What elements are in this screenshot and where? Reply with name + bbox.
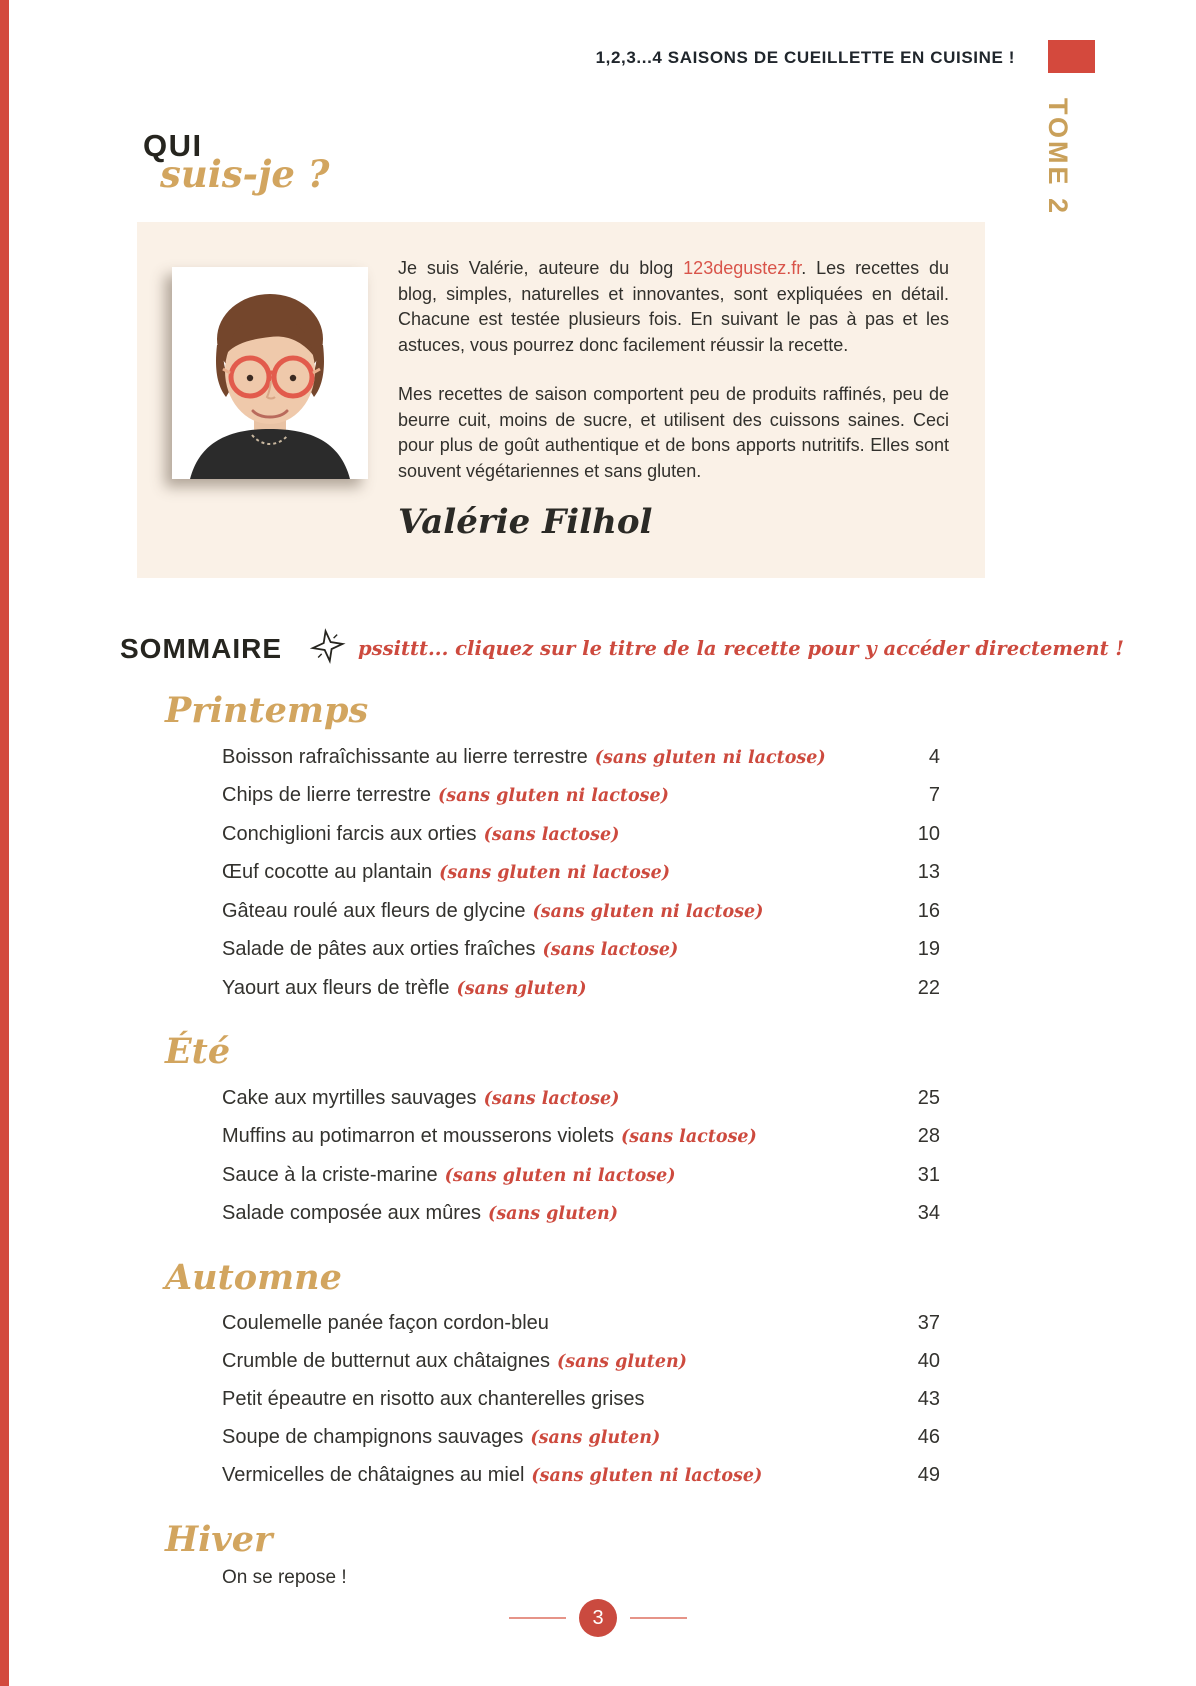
season-heading: Été — [165, 1031, 231, 1072]
season-heading: Printemps — [165, 690, 369, 731]
season-heading: Automne — [165, 1256, 342, 1298]
footer-left-line — [509, 1617, 566, 1619]
about-title-script: suis-je ? — [160, 152, 330, 196]
toc-item[interactable] — [222, 1118, 940, 1157]
recipe-title-link[interactable] — [222, 1118, 757, 1157]
recipe-title-link[interactable] — [222, 931, 678, 970]
author-signature: Valérie Filhol — [398, 502, 653, 542]
recipe-page-number[interactable]: 43 — [917, 1388, 940, 1410]
diet-tag: (sans gluten ni lactose) — [444, 1165, 676, 1186]
recipe-page-number[interactable]: 19 — [917, 938, 940, 960]
sparkle-icon — [307, 626, 348, 672]
book-title: 1,2,3...4 SAISONS DE CUEILLETTE EN CUISINE ! — [595, 48, 1015, 67]
page-footer — [0, 1599, 1196, 1637]
toc-item[interactable] — [222, 1080, 940, 1119]
recipe-title-link[interactable] — [222, 970, 587, 1009]
recipe-page-number[interactable]: 13 — [917, 861, 940, 883]
toc — [120, 692, 940, 1589]
page-edge-accent-bar — [0, 0, 9, 1686]
recipe-page-number[interactable]: 7 — [928, 784, 940, 806]
recipe-title-link[interactable] — [222, 1419, 660, 1458]
recipe-page-number[interactable]: 22 — [917, 976, 940, 999]
recipe-title[interactable]: Petit épeautre en risotto aux chanterelles grises — [222, 1388, 645, 1410]
recipe-title-link[interactable] — [222, 1381, 644, 1419]
diet-tag: (sans lactose) — [483, 1088, 620, 1109]
recipe-title-link[interactable] — [222, 777, 669, 816]
recipe-title-link[interactable] — [222, 1157, 676, 1196]
toc-item[interactable] — [222, 777, 940, 816]
toc-item[interactable] — [222, 816, 940, 855]
footer-right-line — [630, 1617, 687, 1619]
recipe-title[interactable]: Chips de lierre terrestre — [222, 784, 431, 806]
diet-tag: (sans gluten) — [488, 1204, 619, 1224]
recipe-title[interactable]: Sauce à la criste-marine — [222, 1163, 438, 1186]
toc-item[interactable] — [222, 1419, 940, 1458]
recipe-title-link[interactable] — [222, 1080, 619, 1119]
recipe-title-link[interactable] — [222, 854, 670, 893]
sommaire-hint-note: pssittt... cliquez sur le titre de la recette pour y accéder directement ! — [358, 637, 1124, 660]
diet-tag: (sans gluten) — [556, 1351, 687, 1372]
recipe-title[interactable]: Coulemelle panée façon cordon-bleu — [222, 1312, 549, 1334]
recipe-title-link[interactable] — [222, 816, 619, 855]
toc-item[interactable] — [222, 931, 940, 970]
recipe-title[interactable]: Gâteau roulé aux fleurs de glycine — [222, 899, 526, 922]
recipe-page-number[interactable]: 40 — [917, 1349, 940, 1372]
about-title: QUI — [143, 128, 203, 163]
recipe-page-number[interactable]: 4 — [928, 745, 940, 768]
recipe-title[interactable]: Salade de pâtes aux orties fraîches — [222, 938, 536, 960]
tome-label: TOME 2 — [1043, 98, 1073, 217]
toc-item[interactable] — [222, 1157, 940, 1196]
blog-link[interactable]: 123degustez.fr — [683, 258, 802, 278]
recipe-title[interactable]: Boisson rafraîchissante au lierre terrestre — [222, 745, 588, 768]
author-portrait-illustration — [172, 267, 368, 479]
page-number-badge: 3 — [579, 1599, 617, 1637]
recipe-title[interactable]: Œuf cocotte au plantain — [222, 861, 433, 883]
diet-tag: (sans lactose) — [542, 940, 679, 960]
recipe-page-number[interactable]: 46 — [917, 1425, 940, 1448]
recipe-title[interactable]: Salade composée aux mûres — [222, 1202, 482, 1224]
recipe-page-number[interactable]: 28 — [917, 1125, 940, 1147]
toc-item[interactable] — [222, 970, 940, 1009]
season-note: On se repose ! — [222, 1567, 347, 1588]
diet-tag: (sans gluten ni lactose) — [532, 901, 764, 922]
recipe-page-number[interactable]: 16 — [917, 899, 940, 922]
toc-item[interactable] — [222, 1457, 940, 1496]
sommaire-title: SOMMAIRE — [120, 632, 282, 664]
recipe-page-number[interactable]: 49 — [917, 1464, 940, 1486]
recipe-title[interactable]: Conchiglioni farcis aux orties — [222, 822, 477, 845]
diet-tag: (sans gluten ni lactose) — [439, 863, 671, 883]
recipe-title[interactable]: Muffins au potimarron et mousserons violets — [222, 1125, 615, 1147]
diet-tag: (sans gluten ni lactose) — [437, 786, 669, 806]
recipe-title-link[interactable] — [222, 893, 763, 932]
toc-item[interactable] — [222, 739, 940, 778]
recipe-page-number[interactable]: 31 — [917, 1163, 940, 1186]
bio-para1-suffix: . Les recettes du blog, simples, naturelles et innovantes, sont expliquées en détail. Chacune est testée plusieurs fois. En suivant le pas à pas et les astuces, vous pourrez donc facilement réussir la recette. — [398, 258, 950, 355]
recipe-title-link[interactable] — [222, 1343, 687, 1382]
bio-paragraph-1 — [398, 256, 949, 358]
recipe-title-link[interactable] — [222, 739, 826, 778]
toc-item[interactable] — [222, 854, 940, 893]
recipe-title[interactable]: Cake aux myrtilles sauvages — [222, 1086, 477, 1109]
toc-item[interactable] — [222, 1195, 940, 1234]
recipe-page-number[interactable]: 25 — [917, 1086, 940, 1109]
sommaire-header — [120, 628, 1124, 669]
bio-paragraph-2: Mes recettes de saison comportent peu de produits raffinés, peu de beurre cuit, moins de sucre, et utilisent des cuissons saines. Ceci pour plus de goût authentique et de bons apports nutritifs. Elles sont souvent végétariennes et sans gluten. — [398, 384, 949, 481]
about-panel — [137, 222, 985, 578]
bio-para1-prefix: Je suis Valérie, auteure du blog — [398, 258, 684, 278]
recipe-title-link[interactable] — [222, 1195, 618, 1234]
diet-tag: (sans gluten ni lactose) — [594, 747, 826, 768]
diet-tag: (sans gluten) — [530, 1427, 661, 1448]
toc-item[interactable] — [222, 1381, 940, 1419]
diet-tag: (sans gluten ni lactose) — [531, 1466, 763, 1486]
recipe-title[interactable]: Soupe de champignons sauvages — [222, 1425, 524, 1448]
diet-tag: (sans lactose) — [483, 824, 620, 845]
recipe-title[interactable]: Yaourt aux fleurs de trèfle — [222, 976, 450, 999]
recipe-page-number[interactable]: 34 — [917, 1202, 940, 1224]
recipe-title[interactable]: Crumble de butternut aux châtaignes — [222, 1349, 550, 1372]
recipe-title-link[interactable] — [222, 1305, 549, 1343]
diet-tag: (sans gluten) — [456, 978, 587, 999]
toc-item[interactable] — [222, 1343, 940, 1382]
toc-item[interactable] — [222, 893, 940, 932]
author-photo — [172, 267, 368, 479]
corner-accent-rect — [1048, 40, 1095, 73]
author-bio — [398, 256, 949, 508]
season-heading: Hiver — [165, 1518, 273, 1560]
recipe-title-link[interactable] — [222, 1457, 762, 1496]
recipe-page-number[interactable]: 10 — [917, 822, 940, 845]
recipe-title[interactable]: Vermicelles de châtaignes au miel — [222, 1464, 525, 1486]
recipe-page-number[interactable]: 37 — [917, 1312, 940, 1334]
toc-item[interactable] — [222, 1305, 940, 1343]
diet-tag: (sans lactose) — [621, 1127, 757, 1147]
